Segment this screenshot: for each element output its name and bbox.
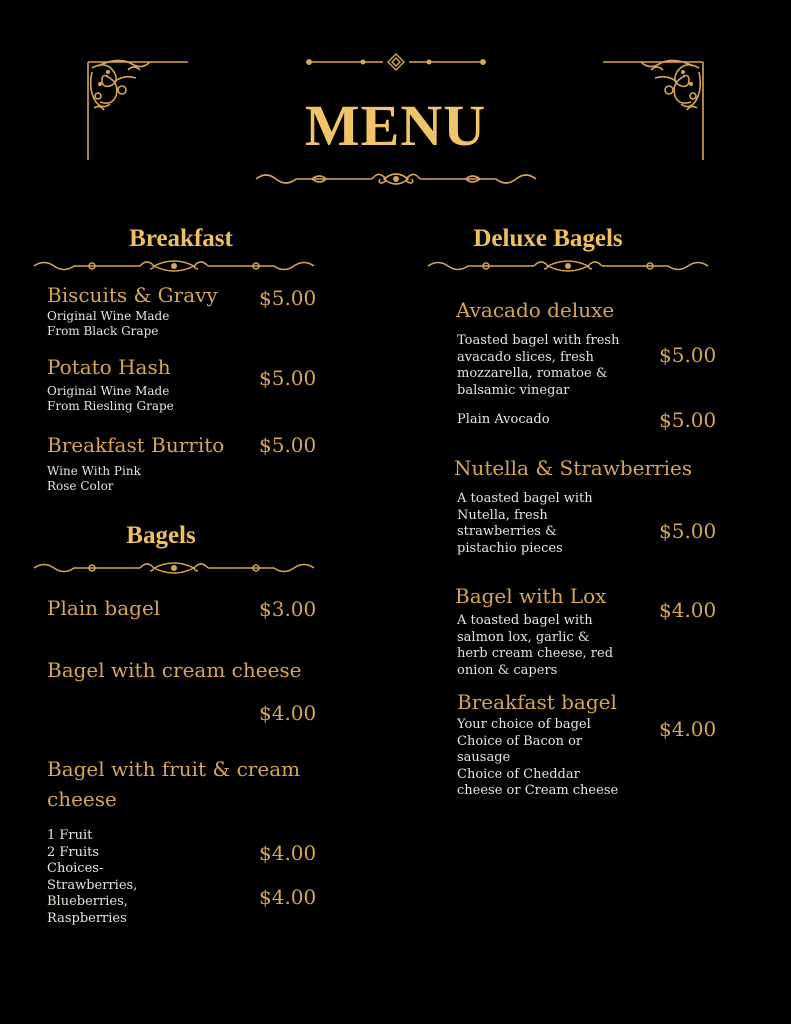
menu-item-name: Bagel with cream cheese [47, 658, 302, 682]
menu-item-price: $5.00 [659, 343, 717, 367]
menu-item-price: $5.00 [659, 519, 717, 543]
menu-item-name: Nutella & Strawberries [454, 456, 693, 480]
breakfast-heading: Breakfast [129, 225, 233, 252]
menu-item-price: $5.00 [659, 408, 717, 432]
menu-item-name: Plain Avocado [457, 412, 550, 427]
menu-item-description: A toasted bagel with salmon lox, garlic & herb cream cheese, red onion & capers [457, 613, 614, 678]
menu-item-description: Original Wine Made From Riesling Grape [47, 384, 174, 413]
menu-item-name: Plain bagel [47, 596, 161, 620]
menu-item-name: Breakfast bagel [457, 690, 617, 714]
menu-item-price: $5.00 [259, 286, 317, 310]
menu-item-name: Avacado deluxe [456, 298, 615, 322]
top-center-divider-ornament [303, 52, 489, 72]
menu-item-description: Original Wine Made From Black Grape [47, 309, 170, 338]
menu-item-name: Breakfast Burrito [47, 433, 225, 457]
menu-item-description: 1 Fruit 2 Fruits Choices- Strawberries, Blueberries, Raspberries [47, 828, 138, 926]
menu-item-price: $4.00 [659, 717, 717, 741]
menu-item-price: $5.00 [259, 433, 317, 457]
menu-item-name: Potato Hash [47, 355, 171, 379]
menu-item-price: $4.00 [259, 841, 317, 865]
menu-item-price: $4.00 [259, 885, 317, 909]
menu-item-price: $4.00 [659, 598, 717, 622]
menu-item-name: Bagel with Lox [455, 584, 607, 608]
title-flourish-ornament [252, 168, 540, 190]
menu-item-description: Wine With Pink Rose Color [47, 464, 141, 493]
menu-item-price: $3.00 [259, 597, 317, 621]
menu-item-name: Bagel with fruit & cream cheese [47, 757, 301, 811]
menu-item-price: $4.00 [259, 701, 317, 725]
menu-item-description: Your choice of bagel Choice of Bacon or sausage Choice of Cheddar cheese or Cream cheese [457, 717, 619, 798]
menu-item-price: $5.00 [259, 366, 317, 390]
bagels-divider-ornament [30, 558, 318, 578]
deluxe-divider-ornament [424, 256, 712, 276]
breakfast-divider-ornament [30, 256, 318, 276]
menu-item-description: Toasted bagel with fresh avacado slices, fresh mozzarella, romatoe & balsamic vinegar [457, 333, 620, 398]
bagels-heading: Bagels [126, 522, 196, 549]
menu-item-name: Biscuits & Gravy [47, 283, 218, 307]
deluxe-bagels-heading: Deluxe Bagels [473, 225, 623, 252]
page-title: MENU [304, 93, 487, 158]
menu-item-description: A toasted bagel with Nutella, fresh strawberries & pistachio pieces [457, 491, 593, 556]
